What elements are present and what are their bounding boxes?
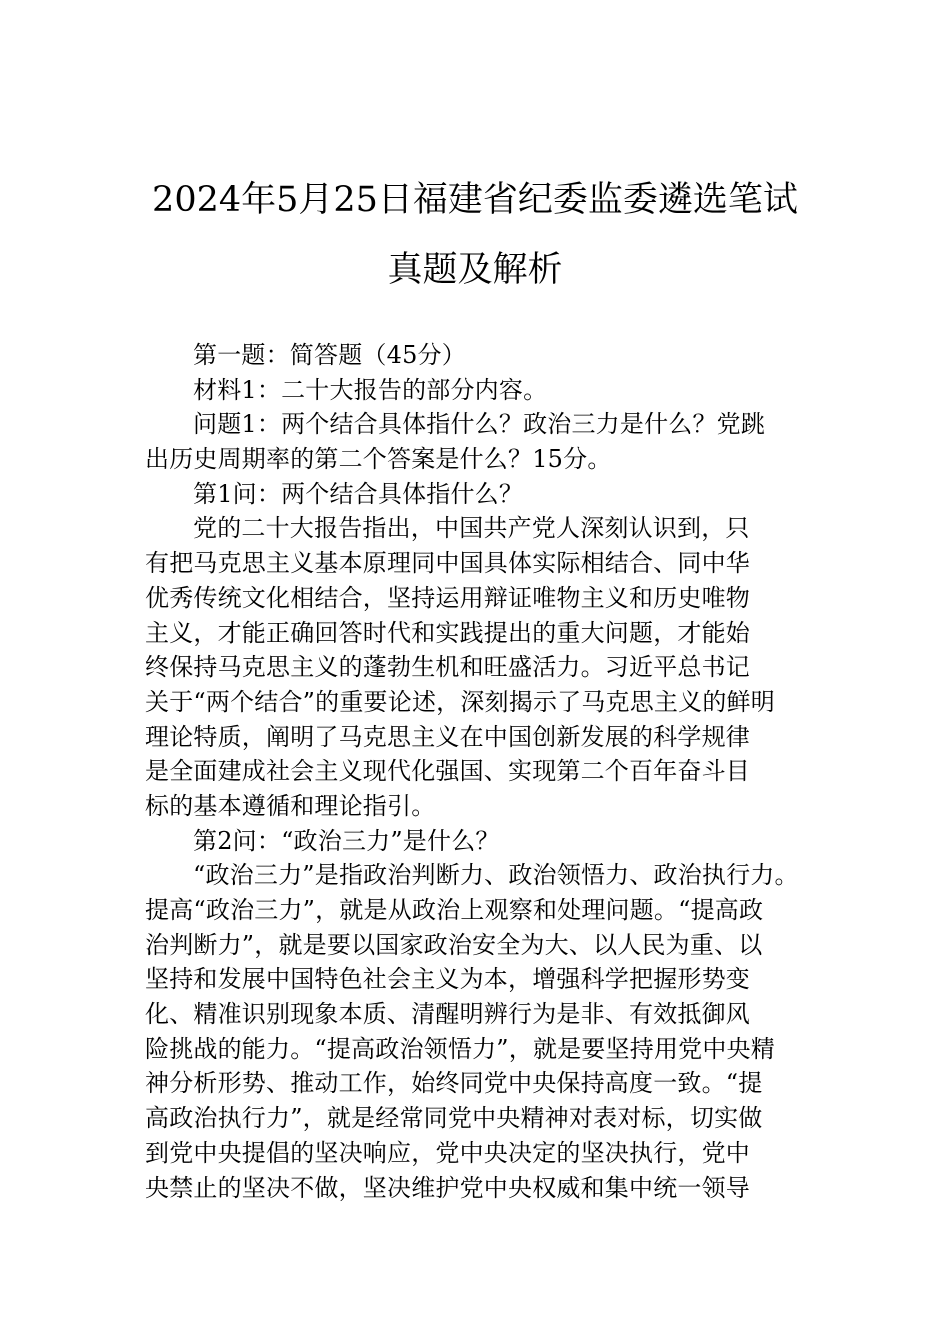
question-text: 问题1：两个结合具体指什么？政治三力是什么？党跳 [193,410,766,439]
paragraph-line: 高政治执行力”，就是经常同党中央精神对表对标，切实做 [145,1104,763,1133]
paragraph-line: 党的二十大报告指出，中国共产党人深刻认识到，只 [193,514,750,543]
sub-question-heading: 第2问：“政治三力”是什么？ [193,826,500,855]
paragraph-line: 提高“政治三力”，就是从政治上观察和处理问题。“提高政 [145,896,764,924]
paragraph-line: 坚持和发展中国特色社会主义为本，增强科学把握形势变 [145,965,750,994]
paragraph-line: 治判断力”，就是要以国家政治安全为大、以人民为重、以 [145,930,763,959]
paragraph-line: 有把马克思主义基本原理同中国具体实际相结合、同中华 [145,549,750,578]
paragraph-line: 主义，才能正确回答时代和实践提出的重大问题，才能始 [145,618,750,647]
paragraph-line: 险挑战的能力。“提高政治领悟力”，就是要坚持用党中央精 [145,1034,775,1063]
document-title-line-2: 真题及解析 [387,250,563,290]
sub-question-heading: 第1问：两个结合具体指什么？ [193,479,524,508]
paragraph-line: 理论特质，阐明了马克思主义在中国创新发展的科学规律 [145,722,750,751]
paragraph-line: 优秀传统文化相结合，坚持运用辩证唯物主义和历史唯物 [145,583,750,612]
paragraph-line: 关于“两个结合”的重要论述，深刻揭示了马克思主义的鲜明 [145,687,775,716]
paragraph-line: 标的基本遵循和理论指引。 [145,791,436,820]
material-label: 材料1：二十大报告的部分内容。 [193,375,548,404]
paragraph-line: 神分析形势、推动工作，始终同党中央保持高度一致。“提 [145,1069,763,1098]
paragraph-line: 终保持马克思主义的蓬勃生机和旺盛活力。习近平总书记 [145,653,750,682]
paragraph-line: 到党中央提倡的坚决响应，党中央决定的坚决执行，党中 [145,1138,750,1167]
question-text-continued: 出历史周期率的第二个答案是什么？15分。 [145,445,612,474]
paragraph-line: 是全面建成社会主义现代化强国、实现第二个百年奋斗目 [145,757,750,786]
paragraph-line: 央禁止的坚决不做，坚决维护党中央权威和集中统一领导 [145,1173,750,1202]
document-title-line-1: 2024年5月25日福建省纪委监委遴选笔试 [152,180,798,220]
paragraph-line: 化、精准识别现象本质、清醒明辨行为是非、有效抵御风 [145,1000,750,1029]
document-body [145,338,805,1205]
section-heading: 第一题：简答题（45分） [193,341,466,369]
paragraph-line: “政治三力”是指政治判断力、政治领悟力、政治执行力。 [193,861,799,890]
